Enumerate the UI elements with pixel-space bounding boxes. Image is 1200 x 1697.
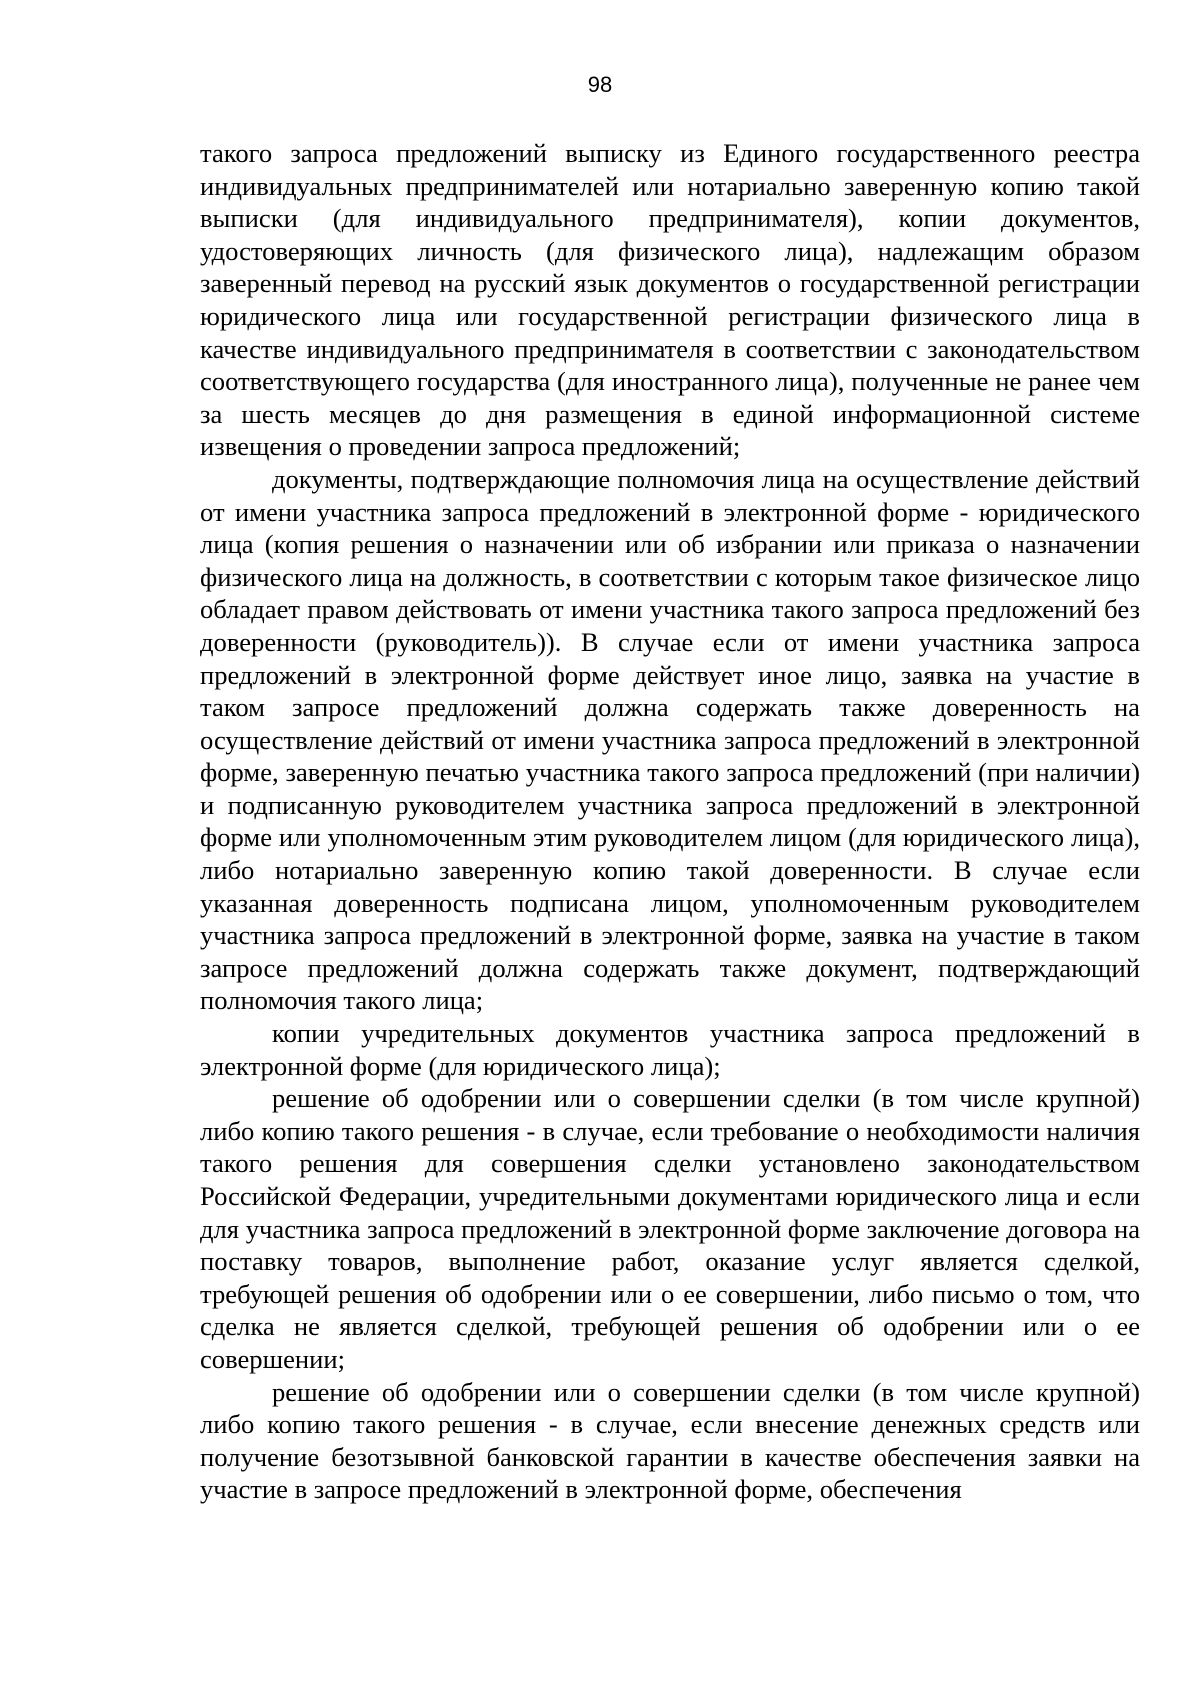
page-number: 98	[587, 72, 613, 97]
paragraph-transaction-approval-security: решение об одобрении или о совершении сделки (в том числе крупной) либо копию такого решения - в случае, если внесение денежных средств или получение безотзывной банковской гарантии в качестве обеспечения заявки на участие в запросе предложений в электронной форме, обеспечения	[200, 1376, 1140, 1505]
paragraph-transaction-approval: решение об одобрении или о совершении сделки (в том числе крупной) либо копию такого решения - в случае, если требование о необходимости наличия такого решения для совершения сделки установлено законодательством Российской Федерации, учредительными документами юридического лица и если для участника запроса предложений в электронной форме заключение договора на поставку товаров, выполнение работ, оказание услуг является сделкой, требующей решения об одобрении или о ее совершении, либо письмо о том, что сделка не является сделкой, требующей решения об одобрении или о ее совершении;	[200, 1083, 1140, 1374]
paragraph-continuation: такого запроса предложений выписку из Единого государственного реестра индивидуальных предпринимателей или нотариально заверенную копию такой выписки (для индивидуального предпринимателя), копии документов, удостоверяющих личность (для физического лица), надлежащим образом заверенный перевод на русский язык документов о государственной регистрации юридического лица или государственной регистрации физического лица в качестве индивидуального предпринимателя в соответствии с законодательством соответствующего государства (для иностранного лица), полученные не ранее чем за шесть месяцев до дня размещения в единой информационной системе извещения о проведении запроса предложений;	[200, 138, 1140, 462]
paragraph-authority-documents: документы, подтверждающие полномочия лица на осуществление действий от имени участника запроса предложений в электронной форме - юридического лица (копия решения о назначении или об избрании или приказа о назначении физического лица на должность, в соответствии с которым такое физическое лицо обладает правом действовать от имени участника такого запроса предложений без доверенности (руководитель)). В случае если от имени участника запроса предложений в электронной форме действует иное лицо, заявка на участие в таком запросе предложений должна содержать также доверенность на осуществление действий от имени участника запроса предложений в электронной форме, заверенную печатью участника такого запроса предложений (при наличии) и подписанную руководителем участника запроса предложений в электронной форме или уполномоченным этим руководителем лицом (для юридического лица), либо нотариально заверенную копию такой доверенности. В случае если указанная доверенность подписана лицом, уполномоченным руководителем участника запроса предложений в электронной форме, заявка на участие в таком запросе предложений должна содержать также документ, подтверждающий полномочия такого лица;	[200, 463, 1140, 1016]
paragraph-founding-documents: копии учредительных документов участника запроса предложений в электронной форме (для юридического лица);	[200, 1018, 1140, 1081]
document-body	[200, 137, 1140, 1506]
